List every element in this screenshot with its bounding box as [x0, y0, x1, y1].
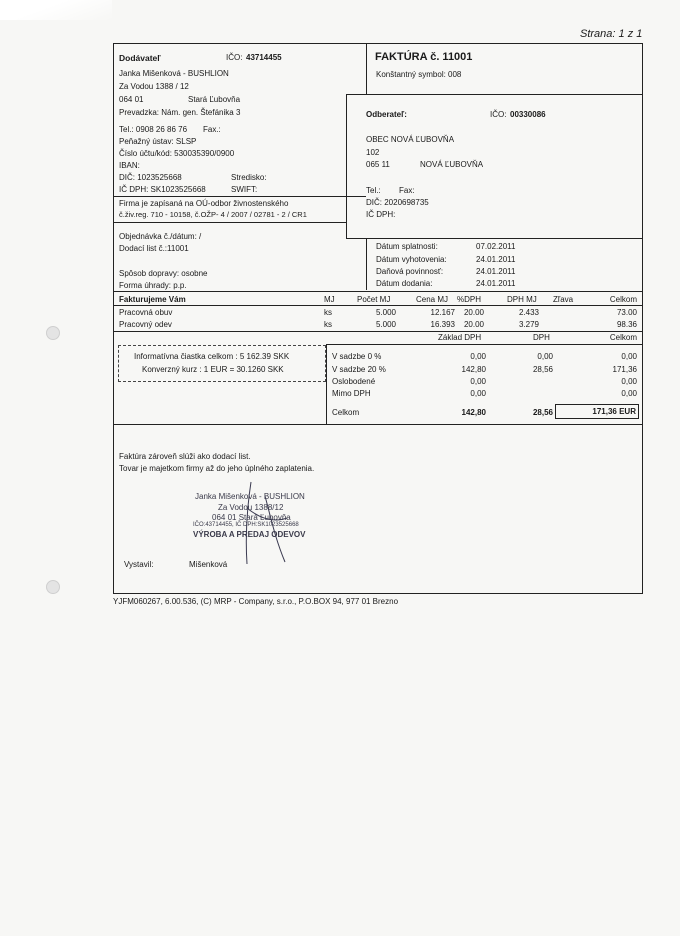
grand-total-label: Celkom — [332, 408, 360, 417]
supplier-street: Za Vodou 1388 / 12 — [119, 82, 189, 91]
items-header-desc: Fakturujeme Vám — [119, 295, 186, 304]
supplier-phone: Tel.: 0908 26 86 76 — [119, 125, 188, 134]
stamp-activity: VÝROBA A PREDAJ ODEVOV — [193, 530, 306, 539]
customer-dic: DIČ: 2020698735 — [366, 198, 429, 207]
item-vatmj: 2.433 — [518, 308, 539, 317]
stamp-street: Za Vodou 1388/12 — [218, 503, 284, 512]
grand-total-vat: 28,56 — [532, 408, 553, 417]
customer-city: NOVÁ ĽUBOVŇA — [420, 160, 484, 169]
customer-phone: Tel.: — [366, 186, 381, 195]
supplier-fax: Fax.: — [203, 125, 221, 134]
customer-zip: 065 11 — [366, 160, 390, 169]
punch-hole — [46, 326, 60, 340]
supplier-city: Stará Ľubovňa — [188, 95, 241, 104]
shipping-method: Spôsob dopravy: osobne — [119, 269, 208, 278]
customer-ico: 00330086 — [510, 110, 546, 119]
date-label-tax: Daňová povinnosť: — [376, 267, 444, 276]
item-qty: 5.000 — [375, 308, 396, 317]
date-label-due: Dátum splatnosti: — [376, 242, 438, 251]
items-header-price: Cena MJ — [416, 295, 449, 304]
order-number: Objednávka č./dátum: / — [119, 232, 202, 241]
date-value-tax: 24.01.2011 — [476, 267, 516, 276]
stamp-name: Janka Mišenková - BUSHLION — [195, 492, 305, 501]
stamp-ids: IČO:43714455, IČ DPH:SK1023525668 — [193, 522, 299, 528]
date-label-delivery: Dátum dodania: — [376, 279, 433, 288]
items-header-total: Celkom — [609, 295, 637, 304]
invoice-title: FAKTÚRA č. 11001 — [375, 51, 473, 63]
payment-method: Forma úhrady: p.p. — [119, 281, 187, 290]
summary-vat: 0,00 — [537, 352, 553, 361]
page-number: Strana: 1 z 1 — [580, 28, 643, 40]
item-qty: 5.000 — [375, 320, 396, 329]
item-desc: Pracovná obuv — [119, 308, 173, 317]
summary-total: 171,36 — [612, 365, 637, 374]
customer-fax: Fax: — [399, 186, 415, 195]
summary-label: V sadzbe 20 % — [332, 365, 386, 374]
summary-total: 0,00 — [621, 389, 637, 398]
date-value-delivery: 24.01.2011 — [476, 279, 516, 288]
summary-total: 0,00 — [621, 377, 637, 386]
stamp-city: 064 01 Stará Ľubovňa — [212, 513, 291, 522]
delivery-note: Dodací list č.:11001 — [119, 244, 189, 253]
supplier-icdph: IČ DPH: SK1023525668 — [119, 185, 206, 194]
item-vatmj: 3.279 — [518, 320, 539, 329]
summary-base: 0,00 — [470, 352, 486, 361]
summary-header-base: Základ DPH — [438, 333, 482, 342]
supplier-stredisko: Stredisko: — [231, 173, 267, 182]
summary-base: 0,00 — [470, 389, 486, 398]
issuer-label: Vystavil: — [124, 560, 154, 569]
info-rate: Konverzný kurz : 1 EUR = 30.1260 SKK — [142, 365, 284, 374]
supplier-premises: Prevadzka: Nám. gen. Štefánika 3 — [119, 108, 241, 117]
supplier-swift: SWIFT: — [231, 185, 258, 194]
item-total: 98.36 — [616, 320, 637, 329]
supplier-account: Číslo účtu/kód: 530035390/0900 — [119, 149, 235, 158]
item-total: 73.00 — [616, 308, 637, 317]
grand-total-base: 142,80 — [461, 408, 486, 417]
customer-name: OBEC NOVÁ ĽUBOVŇA — [366, 135, 455, 144]
item-mj: ks — [324, 320, 332, 329]
footer-software: YJFM060267, 6.00.536, (C) MRP - Company, s.r.o., P.O.BOX 94, 977 01 Brezno — [113, 597, 399, 606]
summary-header-vat: DPH — [533, 333, 550, 342]
date-value-due: 07.02.2011 — [476, 242, 516, 251]
summary-label: Oslobodené — [332, 377, 376, 386]
note-ownership: Tovar je majetkom firmy až do jeho úplného zaplatenia. — [119, 464, 315, 473]
supplier-registration-line2: č.živ.reg. 710 - 10158, č.OŽP- 4 / 2007 / 02781 - 2 / CR1 — [119, 210, 307, 219]
supplier-label: Dodávateľ — [119, 53, 161, 63]
constant-symbol: Konštantný symbol: 008 — [376, 70, 462, 79]
items-header-qty: Počet MJ — [357, 295, 391, 304]
supplier-registration-line1: Firma je zapísaná na OÚ-odbor živnostenského — [119, 199, 289, 208]
items-header-vatmj: DPH MJ — [507, 295, 537, 304]
info-amount: Informatívna čiastka celkom : 5 162.39 SKK — [134, 352, 290, 361]
item-price: 16.393 — [430, 320, 455, 329]
supplier-ico: 43714455 — [246, 53, 282, 62]
summary-base: 142,80 — [461, 365, 486, 374]
grand-total-amount: 171,36 EUR — [592, 407, 636, 416]
supplier-zip: 064 01 — [119, 95, 144, 104]
supplier-iban: IBAN: — [119, 161, 140, 170]
signature — [225, 478, 305, 568]
customer-street: 102 — [366, 148, 380, 157]
supplier-bank: Peňažný ústav: SLSP — [119, 137, 197, 146]
items-header-vatpct: %DPH — [457, 295, 482, 304]
item-price: 12.167 — [430, 308, 455, 317]
note-delivery: Faktúra zároveň slúži ako dodací list. — [119, 452, 251, 461]
punch-hole — [46, 580, 60, 594]
item-vatpct: 20.00 — [463, 308, 484, 317]
date-value-issued: 24.01.2011 — [476, 255, 516, 264]
item-desc: Pracovný odev — [119, 320, 172, 329]
summary-label: Mimo DPH — [332, 389, 371, 398]
item-vatpct: 20.00 — [463, 320, 484, 329]
summary-header-total: Celkom — [609, 333, 637, 342]
items-header-mj: MJ — [324, 295, 335, 304]
issuer-name: Mišenková — [189, 560, 228, 569]
item-mj: ks — [324, 308, 332, 317]
page-corner-shadow — [0, 0, 112, 20]
exchange-info-box — [118, 345, 326, 382]
date-label-issued: Dátum vyhotovenia: — [376, 255, 447, 264]
supplier-ico-label: IČO: — [226, 53, 243, 62]
summary-total: 0,00 — [621, 352, 637, 361]
items-header-discount: Zľava — [553, 295, 574, 304]
customer-ico-label: IČO: — [490, 110, 507, 119]
customer-label: Odberateľ: — [366, 110, 407, 119]
supplier-dic: DIČ: 1023525668 — [119, 173, 182, 182]
supplier-name: Janka Mišenková - BUSHLION — [119, 69, 229, 78]
summary-label: V sadzbe 0 % — [332, 352, 382, 361]
summary-base: 0,00 — [470, 377, 486, 386]
customer-icdph: IČ DPH: — [366, 210, 396, 219]
summary-vat: 28,56 — [532, 365, 553, 374]
